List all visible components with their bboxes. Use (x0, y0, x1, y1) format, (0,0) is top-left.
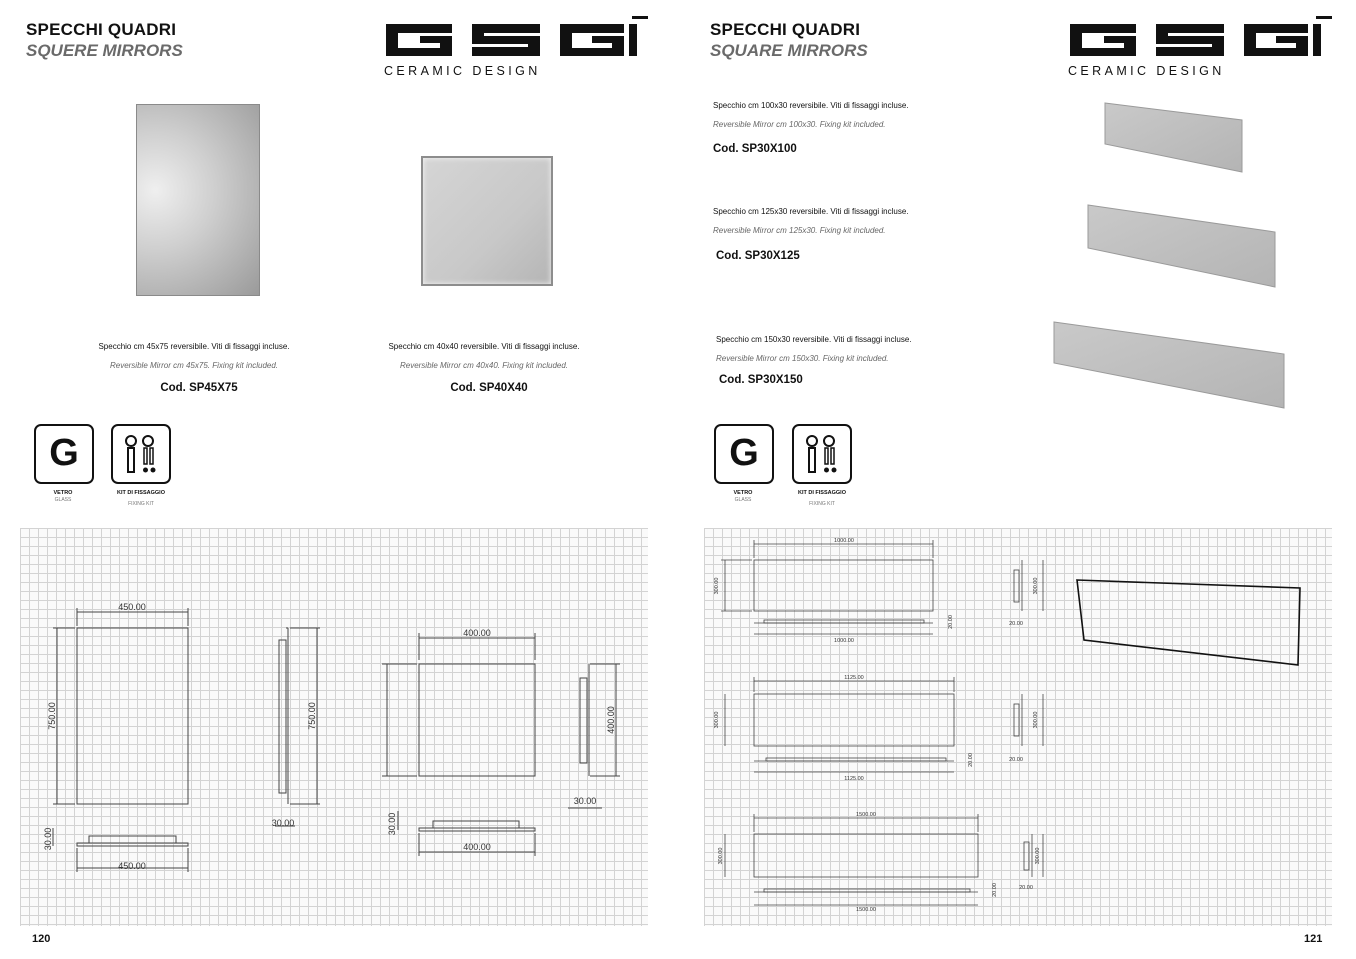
mirror-100x30 (1105, 103, 1242, 172)
badge-sublabel: GLASS (734, 497, 752, 503)
dim-label: 30.00 (387, 812, 397, 836)
technical-drawing (20, 528, 648, 926)
product-description-en: Reversible Mirror cm 125x30. Fixing kit included. (713, 226, 886, 235)
page-number: 120 (32, 933, 51, 945)
dim-label: 750.00 (47, 702, 57, 730)
glass-g-icon: G (34, 424, 94, 484)
dim-label: 20.00 (1009, 621, 1023, 627)
mirror-perspective-outline (1077, 580, 1300, 665)
dim-label: 300.00 (1033, 711, 1039, 729)
dim-label: 30.00 (573, 796, 597, 806)
badge-label: KIT DI FISSAGGIO (798, 490, 846, 496)
glass-g-icon: G (714, 424, 774, 484)
dim-label: 1125.00 (844, 776, 864, 782)
badge-label: VETRO (53, 490, 73, 496)
badge-sublabel: FIXING KIT (128, 501, 154, 507)
dim-label: 20.00 (992, 883, 998, 897)
dim-label: 1500.00 (856, 812, 876, 818)
gsg-logo (1068, 16, 1332, 80)
dim-label: 300.00 (714, 577, 720, 595)
badge-label: KIT DI FISSAGGIO (117, 490, 165, 496)
dim-label: 20.00 (1009, 757, 1023, 763)
fixing-kit-icon (111, 424, 171, 484)
dim-label: 400.00 (463, 628, 491, 638)
product-description-en: Reversible Mirror cm 45x75. Fixing kit included. (109, 361, 279, 370)
dim-label: 1000.00 (834, 638, 854, 644)
dim-label: 300.00 (718, 847, 724, 865)
technical-drawing (704, 528, 1332, 926)
dim-label: 20.00 (948, 615, 954, 629)
product-code: Cod. SP40X40 (450, 382, 528, 394)
mirror-strips-image (1048, 98, 1288, 414)
badge-sublabel: FIXING KIT (809, 501, 835, 507)
dim-label: 30.00 (43, 827, 53, 851)
product-description-it: Specchio cm 45x75 reversibile. Viti di fissaggi incluse. (98, 342, 290, 351)
dim-label: 450.00 (118, 602, 146, 612)
page-number: 121 (1304, 933, 1323, 945)
mirror-45x75-image (136, 104, 260, 296)
product-description-en: Reversible Mirror cm 40x40. Fixing kit included. (399, 361, 569, 370)
dim-label: 1500.00 (856, 907, 876, 913)
dim-label: 400.00 (606, 706, 616, 734)
dim-label: 1000.00 (834, 538, 854, 544)
dim-label: 20.00 (1019, 885, 1033, 891)
product-description-it: Specchio cm 150x30 reversibile. Viti di fissaggi incluse. (716, 335, 912, 344)
dim-label: 400.00 (463, 842, 491, 852)
mirror-125x30 (1088, 205, 1275, 287)
dim-label: 300.00 (1035, 847, 1041, 865)
badge-label: VETRO (733, 490, 753, 496)
mirror-150x30 (1054, 322, 1284, 408)
page-title-english: SQUARE MIRRORS (710, 41, 868, 60)
logo-tagline: CERAMIC DESIGN (384, 64, 541, 78)
page-title-italian: SPECCHI QUADRI (26, 20, 177, 39)
product-code: Cod. SP30X150 (719, 374, 803, 386)
dim-label: 30.00 (271, 818, 295, 828)
badge-sublabel: GLASS (54, 497, 72, 503)
dim-label: 300.00 (1033, 577, 1039, 595)
product-code: Cod. SP30X100 (713, 143, 797, 155)
dim-label: 300.00 (714, 711, 720, 729)
product-description-it: Specchio cm 125x30 reversibile. Viti di fissaggi incluse. (713, 207, 909, 216)
product-code: Cod. SP45X75 (160, 382, 238, 394)
right-page (678, 0, 1356, 959)
mirror-40x40-image (421, 156, 553, 286)
product-description-en: Reversible Mirror cm 150x30. Fixing kit included. (716, 354, 889, 363)
product-description-it: Specchio cm 40x40 reversibile. Viti di fissaggi incluse. (388, 342, 580, 351)
product-description-it: Specchio cm 100x30 reversibile. Viti di fissaggi incluse. (713, 101, 909, 110)
dim-label: 750.00 (307, 702, 317, 730)
page-title-italian: SPECCHI QUADRI (710, 20, 861, 39)
product-description-en: Reversible Mirror cm 100x30. Fixing kit included. (713, 120, 886, 129)
product-code: Cod. SP30X125 (716, 250, 800, 262)
gsg-logo (384, 16, 648, 80)
page-title-english: SQUERE MIRRORS (26, 41, 183, 60)
dim-label: 450.00 (118, 861, 146, 871)
fixing-kit-icon (792, 424, 852, 484)
dim-label: 20.00 (968, 753, 974, 767)
logo-tagline: CERAMIC DESIGN (1068, 64, 1225, 78)
dim-label: 1125.00 (844, 675, 864, 681)
